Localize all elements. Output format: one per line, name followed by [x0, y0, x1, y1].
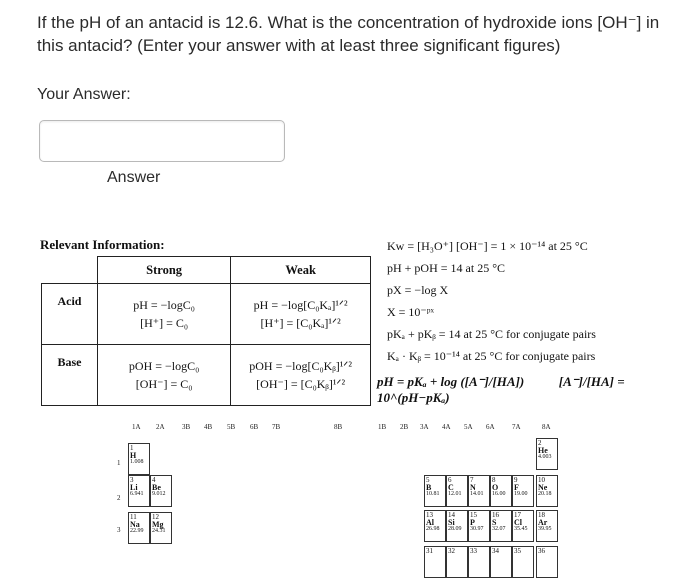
- group-header: 4B: [204, 423, 213, 431]
- base-strong-formula-2: [OH⁻] = C₀: [135, 377, 193, 391]
- element-cell: [128, 475, 150, 507]
- element-cell: [536, 475, 558, 507]
- atomic-mass: 14.01: [470, 491, 484, 497]
- atomic-number: 7: [470, 476, 474, 484]
- equation-pka-pkb: pKₐ + pKᵦ = 14 at 25 °C for conjugate pairs: [387, 327, 596, 341]
- atomic-number: 10: [538, 476, 545, 484]
- atomic-mass: 20.18: [538, 491, 552, 497]
- element-cell: [446, 510, 468, 542]
- group-header: 3B: [182, 423, 191, 431]
- element-cell: [424, 475, 446, 507]
- atomic-number: 1: [130, 444, 134, 452]
- group-header: 3A: [420, 423, 429, 431]
- atomic-mass: 30.97: [470, 526, 484, 532]
- atomic-number: 17: [514, 511, 521, 519]
- element-cell: [446, 546, 468, 578]
- atomic-number: 8: [492, 476, 496, 484]
- element-cell: [536, 510, 558, 542]
- atomic-mass: 16.00: [492, 491, 506, 497]
- atomic-number: 2: [538, 439, 542, 447]
- acid-strong-cell: [97, 284, 230, 345]
- group-header: 1B: [378, 423, 387, 431]
- atomic-mass: 28.09: [448, 526, 462, 532]
- group-header: 8A: [542, 423, 551, 431]
- atomic-mass: 1.008: [130, 459, 144, 465]
- group-header: 2A: [156, 423, 165, 431]
- row-base-label: Base: [42, 345, 98, 406]
- table-corner: [42, 257, 98, 284]
- atomic-number: 15: [470, 511, 477, 519]
- header-strong: Strong: [97, 257, 230, 284]
- atomic-number: 34: [492, 547, 499, 555]
- element-symbol: F: [514, 483, 519, 492]
- atomic-number: 9: [514, 476, 518, 484]
- element-cell: [512, 475, 534, 507]
- group-header: 5B: [227, 423, 236, 431]
- atomic-number: 4: [152, 476, 156, 484]
- element-cell: [128, 512, 150, 544]
- atomic-mass: 24.31: [152, 528, 166, 534]
- period-number: 3: [117, 526, 121, 534]
- answer-caption: Answer: [107, 169, 161, 186]
- base-strong-formula-1: pOH = −logC₀: [128, 359, 200, 373]
- acid-weak-formula-2: [H⁺] = [C₀Kₐ]¹ᐟ²: [260, 316, 341, 330]
- group-header: 4A: [442, 423, 451, 431]
- element-cell: [512, 546, 534, 578]
- element-cell: [490, 475, 512, 507]
- hh-ratio-equation: [A⁻]/[HA] = 10^(pH−pKₐ): [377, 374, 625, 405]
- question-text: If the pH of an antacid is 12.6. What is the concentration of hydroxide ions [OH⁻] in this antacid? (Enter your answer with at least three significant figures): [37, 13, 660, 55]
- group-header: 5A: [464, 423, 473, 431]
- element-symbol: Ar: [538, 518, 548, 527]
- element-symbol: Ne: [538, 483, 548, 492]
- atomic-mass: 22.99: [130, 528, 144, 534]
- acid-weak-cell: [231, 284, 371, 345]
- element-cell: [536, 438, 558, 470]
- element-cell: [150, 475, 172, 507]
- atomic-number: 11: [130, 513, 137, 521]
- element-symbol: Mg: [152, 520, 164, 529]
- acid-strong-formula-1: pH = −logC₀: [133, 298, 195, 312]
- element-cell: [536, 546, 558, 578]
- your-answer-label: Your Answer:: [37, 86, 131, 103]
- atomic-number: 6: [448, 476, 452, 484]
- element-symbol: Si: [448, 518, 455, 527]
- equation-ph-poh: pH + pOH = 14 at 25 °C: [387, 261, 505, 275]
- element-symbol: H: [130, 451, 137, 460]
- base-weak-formula-1: pOH = −log[C₀Kᵦ]¹ᐟ²: [249, 359, 352, 373]
- atomic-number: 12: [152, 513, 159, 521]
- answer-input[interactable]: [39, 120, 285, 162]
- atomic-mass: 32.07: [492, 526, 506, 532]
- atomic-mass: 26.98: [426, 526, 440, 532]
- header-weak: Weak: [231, 257, 371, 284]
- atomic-number: 14: [448, 511, 455, 519]
- element-cell: [512, 510, 534, 542]
- group-header: 7B: [272, 423, 281, 431]
- group-header: 1A: [132, 423, 141, 431]
- henderson-hasselbalch: [377, 374, 700, 406]
- atomic-number: 13: [426, 511, 433, 519]
- equation-px: pX = −log X: [387, 283, 449, 297]
- element-cell: [424, 546, 446, 578]
- element-symbol: He: [538, 446, 548, 455]
- base-weak-formula-2: [OH⁻] = [C₀Kᵦ]¹ᐟ²: [256, 377, 346, 391]
- element-cell: [446, 475, 468, 507]
- element-cell: [468, 546, 490, 578]
- group-header: 6B: [250, 423, 259, 431]
- element-symbol: Li: [130, 483, 138, 492]
- element-symbol: S: [492, 518, 497, 527]
- period-number: 2: [117, 494, 121, 502]
- element-symbol: N: [470, 483, 476, 492]
- element-cell: [490, 510, 512, 542]
- atomic-mass: 6.941: [130, 491, 144, 497]
- element-symbol: P: [470, 518, 475, 527]
- base-weak-cell: [231, 345, 371, 406]
- hh-equation: pH = pKₐ + log ([A⁻]/[HA]): [377, 374, 525, 389]
- element-cell: [468, 475, 490, 507]
- period-number: 1: [117, 459, 121, 467]
- atomic-number: 33: [470, 547, 477, 555]
- atomic-mass: 12.01: [448, 491, 462, 497]
- atomic-number: 32: [448, 547, 455, 555]
- element-cell: [490, 546, 512, 578]
- element-cell: [468, 510, 490, 542]
- atomic-mass: 9.012: [152, 491, 166, 497]
- atomic-number: 3: [130, 476, 134, 484]
- equation-ka-kb: Kₐ · Kᵦ = 10⁻¹⁴ at 25 °C for conjugate pairs: [387, 349, 596, 363]
- group-header: 6A: [486, 423, 495, 431]
- element-cell: [128, 443, 150, 475]
- atomic-number: 31: [426, 547, 433, 555]
- element-symbol: C: [448, 483, 454, 492]
- atomic-mass: 10.81: [426, 491, 440, 497]
- element-symbol: Al: [426, 518, 434, 527]
- element-symbol: B: [426, 483, 432, 492]
- atomic-number: 35: [514, 547, 521, 555]
- atomic-mass: 35.45: [514, 526, 528, 532]
- acid-strong-formula-2: [H⁺] = C₀: [140, 316, 189, 330]
- atomic-number: 16: [492, 511, 499, 519]
- element-symbol: Cl: [514, 518, 522, 527]
- equation-x: X = 10⁻ᵖˣ: [387, 305, 434, 319]
- group-header: 2B: [400, 423, 409, 431]
- element-symbol: Be: [152, 483, 161, 492]
- group-header: 8B: [334, 423, 343, 431]
- equation-list: [387, 235, 596, 367]
- atomic-mass: 4.003: [538, 454, 552, 460]
- equation-kw: Kw = [H₃O⁺] [OH⁻] = 1 × 10⁻¹⁴ at 25 °C: [387, 239, 588, 253]
- atomic-number: 18: [538, 511, 545, 519]
- element-cell: [150, 512, 172, 544]
- row-acid-label: Acid: [42, 284, 98, 345]
- atomic-number: 36: [538, 547, 545, 555]
- acid-weak-formula-1: pH = −log[C₀Kₐ]¹ᐟ²: [253, 298, 348, 312]
- element-symbol: O: [492, 483, 499, 492]
- element-cell: [424, 510, 446, 542]
- base-strong-cell: [97, 345, 230, 406]
- acid-base-table: [41, 256, 371, 406]
- group-header: 7A: [512, 423, 521, 431]
- atomic-mass: 39.95: [538, 526, 552, 532]
- element-symbol: Na: [130, 520, 140, 529]
- relevant-info-title: Relevant Information:: [40, 237, 165, 252]
- atomic-number: 5: [426, 476, 430, 484]
- atomic-mass: 19.00: [514, 491, 528, 497]
